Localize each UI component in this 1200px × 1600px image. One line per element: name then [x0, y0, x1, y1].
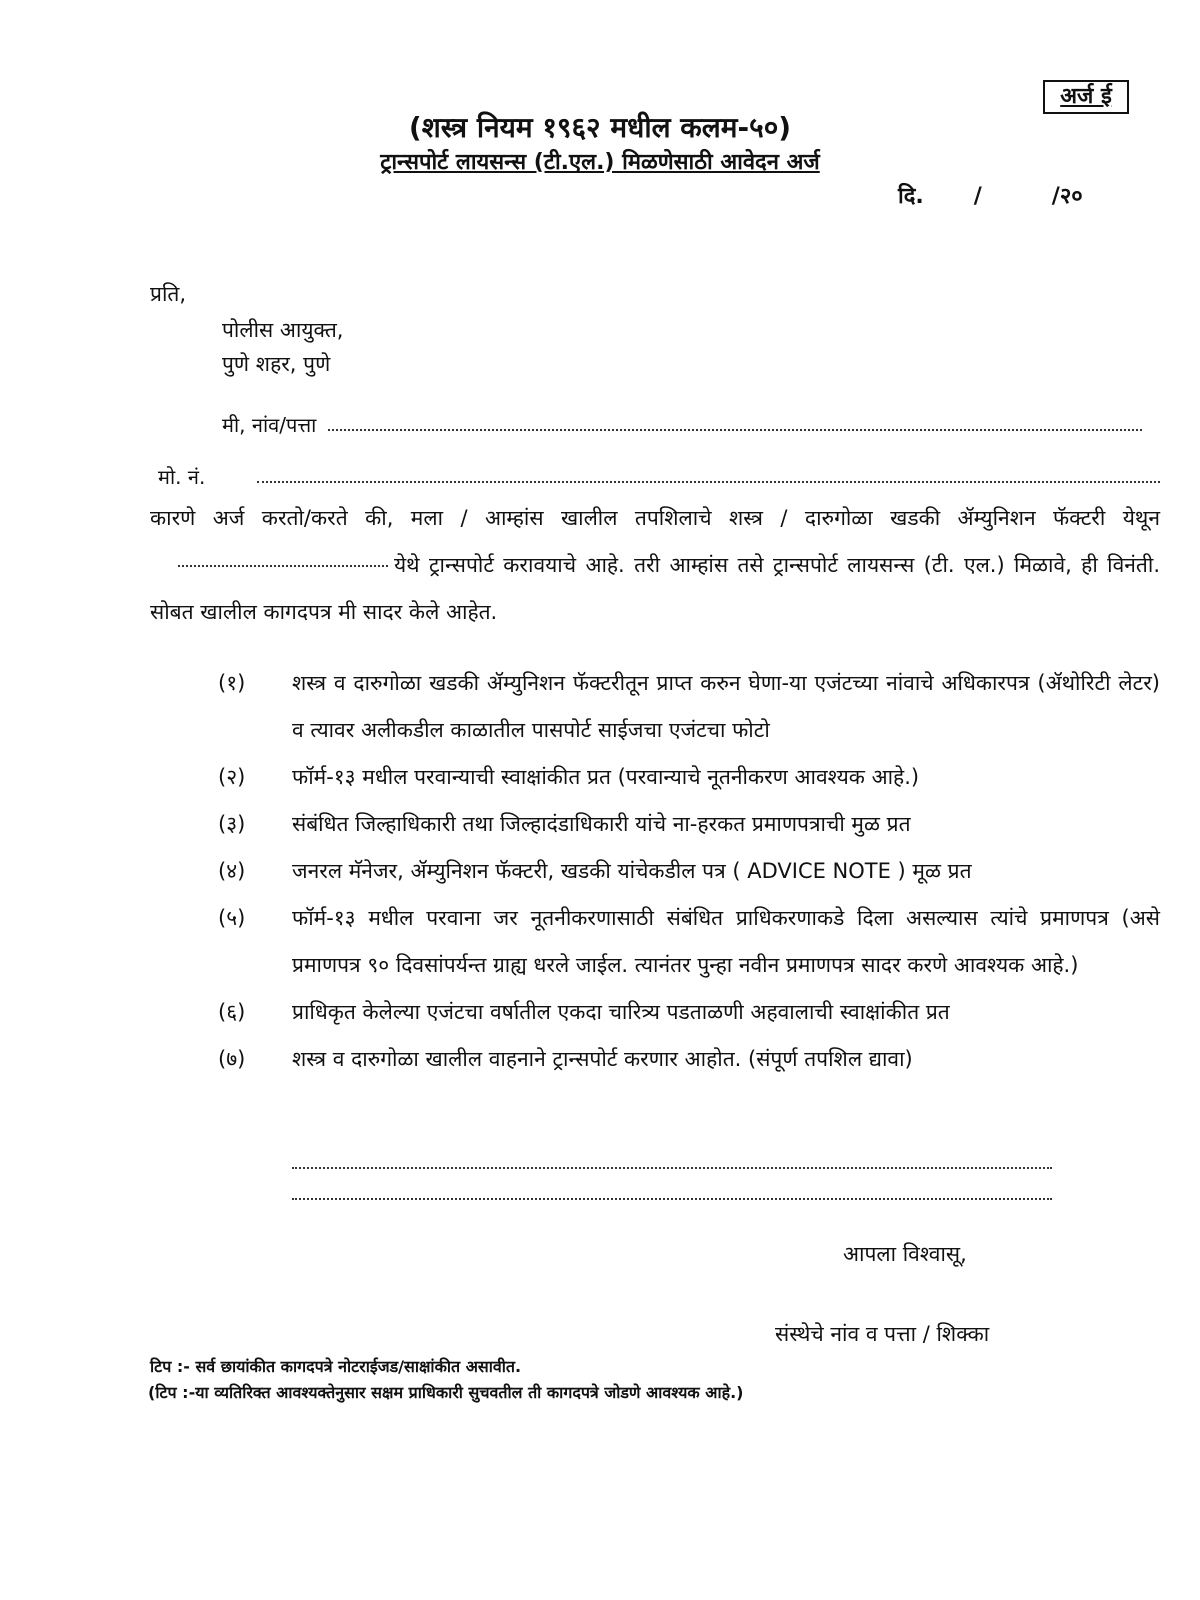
list-item: [218, 1036, 1160, 1083]
date-line: [898, 180, 1083, 210]
form-main-title: (शस्त्र नियम १९६२ मधील कलम-५०): [408, 111, 792, 144]
list-item-text: शस्त्र व दारुगोळा खालील वाहनाने ट्रान्सपोर्ट करणार आहोत. (संपूर्ण तपशिल द्यावा): [292, 1047, 913, 1071]
list-item-number: (२): [218, 765, 246, 789]
name-address-blank[interactable]: [328, 429, 1142, 431]
list-item: [218, 848, 1160, 895]
list-item-number: (१): [218, 671, 246, 695]
list-item-number: (७): [218, 1047, 246, 1071]
recipient-line-2: पुणे शहर, पुणे: [222, 352, 331, 376]
vehicle-details-blank-1[interactable]: [292, 1167, 1052, 1169]
list-item-number: (४): [218, 859, 246, 883]
name-address-label: मी, नांव/पत्ता: [222, 413, 317, 437]
mobile-number-field[interactable]: [150, 463, 1160, 490]
list-item: [218, 989, 1160, 1036]
request-paragraph: [150, 495, 1160, 636]
name-address-field[interactable]: [222, 411, 1142, 438]
list-item: [218, 754, 1160, 801]
list-item-text: फॉर्म-१३ मधील परवाना जर नूतनीकरणासाठी संबंधित प्राधिकरणाकडे दिला असल्यास त्यांचे प्रमाणपत्र (असे प्रमाणपत्र ९० दिवसांपर्यन्त ग्राह्य धरले जाईल. त्यानंतर पुन्हा नवीन प्रमाणपत्र सादर करणे आवश्यक आहे.): [292, 906, 1160, 977]
list-item: [218, 895, 1160, 989]
document-list: [218, 660, 1160, 1083]
recipient-to-label: प्रति,: [150, 282, 187, 306]
list-item-number: (५): [218, 906, 246, 930]
list-item-number: (३): [218, 812, 246, 836]
list-item: [218, 801, 1160, 848]
signature-label: संस्थेचे नांव व पत्ता / शिक्का: [775, 1322, 990, 1346]
destination-blank[interactable]: [178, 565, 388, 567]
form-code: अर्ज ई: [1060, 84, 1112, 109]
vehicle-details-blank-2[interactable]: [292, 1198, 1052, 1200]
date-year: /२०: [1051, 184, 1083, 209]
request-text-part-2: येथे ट्रान्सपोर्ट करावयाचे आहे. तरी आम्हांस तसे ट्रान्सपोर्ट लायसन्स (टी. एल.) मिळावे, ही विनंती. सोबत खालील कागदपत्र मी सादर केले आहेत.: [150, 553, 1160, 624]
date-separator: /: [973, 184, 982, 209]
form-sub-title: ट्रान्सपोर्ट लायसन्स (टी.एल.) मिळणेसाठी आवेदन अर्ज: [380, 150, 820, 175]
recipient-line-1: पोलीस आयुक्त,: [222, 318, 344, 342]
list-item-text: जनरल मॅनेजर, ॲम्युनिशन फॅक्टरी, खडकी यांचेकडील पत्र ( ADVICE NOTE ) मूळ प्रत: [292, 859, 972, 883]
list-item-number: (६): [218, 1000, 246, 1024]
request-text-part-1: कारणे अर्ज करतो/करते की, मला / आम्हांस खालील तपशिलाचे शस्त्र / दारुगोळा खडकी ॲम्युनिशन फॅक्टरी येथून: [150, 506, 1160, 530]
mobile-number-blank[interactable]: [257, 481, 1160, 483]
list-item-text: फॉर्म-१३ मधील परवान्याची स्वाक्षांकीत प्रत (परवान्याचे नूतनीकरण आवश्यक आहे.): [292, 765, 920, 789]
list-item-text: प्राधिकृत केलेल्या एजंटचा वर्षातील एकदा चारित्र्य पडताळणी अहवालाची स्वाक्षांकीत प्रत: [292, 1000, 950, 1024]
footer-note-1: टिप :- सर्व छायांकीत कागदपत्रे नोटराईजड/साक्षांकीत असावीत.: [150, 1357, 522, 1376]
list-item-text: संबंधित जिल्हाधिकारी तथा जिल्हादंडाधिकारी यांचे ना-हरकत प्रमाणपत्राची मुळ प्रत: [292, 812, 911, 836]
mobile-number-label: मो. नं.: [158, 465, 206, 489]
footer-note-2: (टिप :-या व्यतिरिक्त आवश्यक्तेनुसार सक्षम प्राधिकारी सुचवतील ती कागदपत्रे जोडणे आवश्यक आहे.): [148, 1383, 744, 1402]
valediction: आपला विश्वासू,: [843, 1242, 967, 1266]
date-prefix: दि.: [898, 184, 924, 209]
list-item-text: शस्त्र व दारुगोळा खडकी ॲम्युनिशन फॅक्टरीतून प्राप्त करुन घेणा-या एजंटच्या नांवाचे अधिकारपत्र (ॲथोरिटी लेटर) व त्यावर अलीकडील काळातील पासपोर्ट साईजचा एजंटचा फोटो: [292, 671, 1160, 742]
list-item: [218, 660, 1160, 754]
